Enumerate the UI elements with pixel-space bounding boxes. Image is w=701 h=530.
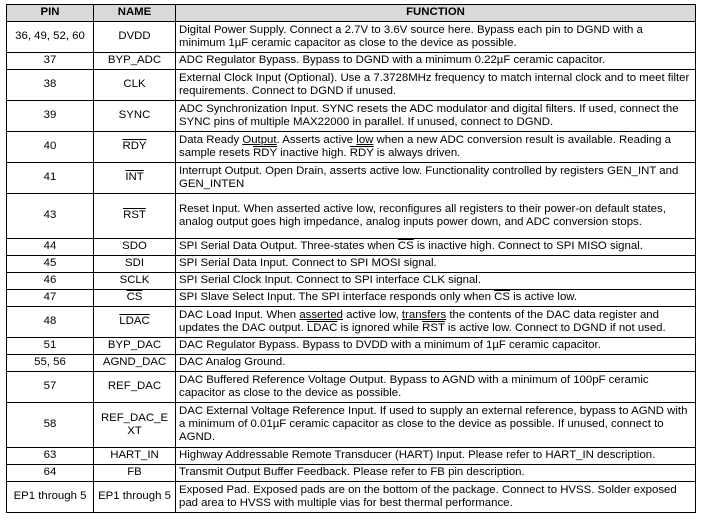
pin-header: PIN — [7, 5, 94, 22]
table-row — [7, 132, 696, 163]
pin-name — [94, 132, 176, 163]
table-row — [7, 239, 696, 256]
function-text: SPI Serial Data Input. Connect to SPI MOSI signal. — [179, 257, 437, 269]
pin-name: HART_IN — [94, 448, 176, 465]
function-text: SPI Slave Select Input. The SPI interface responds only when — [179, 291, 495, 303]
signal-overbar: LDAC — [306, 321, 338, 334]
pin-number: 51 — [7, 338, 94, 355]
function-text: Digital Power Supply. Connect a 2.7V to 3.6V source here. Bypass each pin to DGND with a minimum 1µF ceramic capacitor as close to the device as possible. — [179, 23, 643, 49]
pin-number: 46 — [7, 273, 94, 290]
pin-function — [176, 338, 696, 355]
table-row — [7, 307, 696, 338]
function-text: the contents of the DAC data register and updates the DAC output. — [179, 308, 659, 334]
pin-name: SDO — [94, 239, 176, 256]
function-text: Data Ready — [179, 133, 243, 146]
pin-number: 55, 56 — [7, 355, 94, 372]
table-row — [7, 256, 696, 273]
signal-overbar: $\overline{CS}$ — [397, 240, 414, 252]
function-text: DAC Load Input. When — [179, 308, 300, 321]
pin-function — [176, 355, 696, 372]
table-row — [7, 465, 696, 482]
function-text: active low, — [343, 308, 402, 321]
pin-name — [94, 163, 176, 194]
function-text: DAC Buffered Reference Voltage Output. Bypass to AGND with a minimum of 100pF ceramic capacitor as close to the device as possible. — [179, 373, 649, 399]
signal-overbar: $\overline{RST}$ — [422, 321, 445, 334]
pin-name: BYP_DAC — [94, 338, 176, 355]
signal-overbar: $\overline{CS}$ — [494, 291, 510, 303]
function-text: Reset Input. When asserted active low, reconfigures all registers to their power-on default states, analog output goes high impedance, analog inputs power down, and ADC conversion stops. — [179, 202, 666, 228]
pin-function — [176, 194, 696, 239]
pin-number: 48 — [7, 307, 94, 338]
pin-function — [176, 163, 696, 194]
pin-number: 44 — [7, 239, 94, 256]
function-text-underlined: transfers — [401, 308, 447, 321]
pin-name: CLK — [94, 70, 176, 101]
pin-name — [94, 194, 176, 239]
pin-number: 39 — [7, 101, 94, 132]
pin-number: 38 — [7, 70, 94, 101]
function-text: Interrupt Output. Open Drain, asserts active low. Functionality controlled by registers GEN_INT and GEN_INTEN — [179, 164, 679, 190]
active-low-name: $\overline{RDY}$ — [122, 140, 147, 152]
table-row — [7, 163, 696, 194]
table-row — [7, 403, 696, 448]
function-text: inactive high. — [276, 146, 350, 159]
function-text: DAC Analog Ground. — [179, 356, 286, 368]
table-row — [7, 194, 696, 239]
pin-function — [176, 256, 696, 273]
function-text: is inactive high. Connect to SPI MISO signal. — [413, 240, 643, 252]
table-row — [7, 22, 696, 53]
function-text: External Clock Input (Optional). Use a 7.3728MHz frequency to match internal clock and to meet filter requirements. Connect to DGND if unused. — [179, 71, 690, 97]
function-text: SPI Serial Data Output. Three-states when — [179, 240, 398, 252]
pin-name: REF_DAC_E XT — [94, 403, 176, 448]
pin-function — [176, 53, 696, 70]
pin-function — [176, 273, 696, 290]
table-row — [7, 70, 696, 101]
pin-name: REF_DAC — [94, 372, 176, 403]
pin-number: 63 — [7, 448, 94, 465]
function-text: is always driven. — [373, 146, 461, 159]
pin-function — [176, 290, 696, 307]
function-text: Transmit Output Buffer Feedback. Please refer to FB pin description. — [179, 466, 525, 478]
function-text: Exposed Pad. Exposed pads are on the bottom of the package. Connect to HVSS. Solder exposed pad area to HVSS with multiple vias for best thermal performance. — [179, 483, 677, 509]
table-row — [7, 355, 696, 372]
function-text-underlined: asserted — [299, 308, 344, 321]
pin-function — [176, 22, 696, 53]
signal-overbar: $\overline{RDY}$ — [349, 146, 374, 159]
pin-name — [94, 307, 176, 338]
pin-function — [176, 132, 696, 163]
pin-function — [176, 239, 696, 256]
pin-function — [176, 482, 696, 513]
table-row — [7, 53, 696, 70]
function-text: SPI Serial Clock Input. Connect to SPI interface CLK signal. — [179, 274, 482, 286]
pin-function — [176, 101, 696, 132]
pin-number: 36, 49, 52, 60 — [7, 22, 94, 53]
function-text: DAC Regulator Bypass. Bypass to DVDD with a minimum of 1µF ceramic capacitor. — [179, 339, 601, 351]
pin-name: DVDD — [94, 22, 176, 53]
active-low-name: LDAC — [119, 315, 150, 327]
table-row — [7, 101, 696, 132]
table-row — [7, 482, 696, 513]
pin-name: FB — [94, 465, 176, 482]
pin-number: 37 — [7, 53, 94, 70]
function-header: FUNCTION — [176, 5, 696, 22]
pin-number: 57 — [7, 372, 94, 403]
function-text-underlined: low — [356, 133, 374, 146]
pin-number: EP1 through 5 — [7, 482, 94, 513]
active-low-name: $\overline{CS}$ — [126, 291, 143, 303]
name-header: NAME — [94, 5, 176, 22]
table-row — [7, 338, 696, 355]
function-text: . Asserts active — [276, 133, 357, 146]
pin-number: 41 — [7, 163, 94, 194]
table-row — [7, 273, 696, 290]
pin-name: SYNC — [94, 101, 176, 132]
pin-name — [94, 290, 176, 307]
function-text: Highway Addressable Remote Transducer (HART) Input. Please refer to HART_IN description. — [179, 449, 656, 461]
pin-name: EP1 through 5 — [94, 482, 176, 513]
function-text: ADC Regulator Bypass. Bypass to DGND with a minimum 0.22µF ceramic capacitor. — [179, 54, 606, 66]
pin-description-table — [6, 4, 696, 513]
pin-name: BYP_ADC — [94, 53, 176, 70]
pin-number: 58 — [7, 403, 94, 448]
header-row — [7, 5, 696, 22]
table-row — [7, 448, 696, 465]
function-text: is active low. — [509, 291, 578, 303]
pin-number: 64 — [7, 465, 94, 482]
pin-name: SDI — [94, 256, 176, 273]
pin-number: 43 — [7, 194, 94, 239]
active-low-name: $\overline{RST}$ — [123, 209, 146, 221]
pin-name: AGND_DAC — [94, 355, 176, 372]
function-text: is active low. Connect to DGND if not used. — [444, 321, 666, 334]
signal-overbar: $\overline{RDY}$ — [253, 146, 277, 159]
function-text: DAC External Voltage Reference Input. If used to supply an external reference, bypass to AGND with a minimum of 0.01µF ceramic capacitor as close to the device as possible. If unused, connect to AGND. — [179, 405, 688, 443]
pin-number: 45 — [7, 256, 94, 273]
function-text: when a new ADC conversion result is available. Reading a sample resets — [179, 133, 671, 159]
pin-name: SCLK — [94, 273, 176, 290]
pin-number: 47 — [7, 290, 94, 307]
pin-function — [176, 70, 696, 101]
function-text: is ignored while — [337, 321, 423, 334]
pin-function — [176, 372, 696, 403]
table-row — [7, 290, 696, 307]
pin-function — [176, 307, 696, 338]
function-text-underlined: Output — [242, 133, 277, 146]
active-low-name: $\overline{INT}$ — [125, 171, 144, 183]
function-text: ADC Synchronization Input. SYNC resets the ADC modulator and digital filters. If used, connect the SYNC pins of multiple MAX22000 in parallel. If unused, connect to DGND. — [179, 102, 679, 128]
pin-number: 40 — [7, 132, 94, 163]
pin-function — [176, 403, 696, 448]
pin-function — [176, 448, 696, 465]
pin-function — [176, 465, 696, 482]
table-row — [7, 372, 696, 403]
